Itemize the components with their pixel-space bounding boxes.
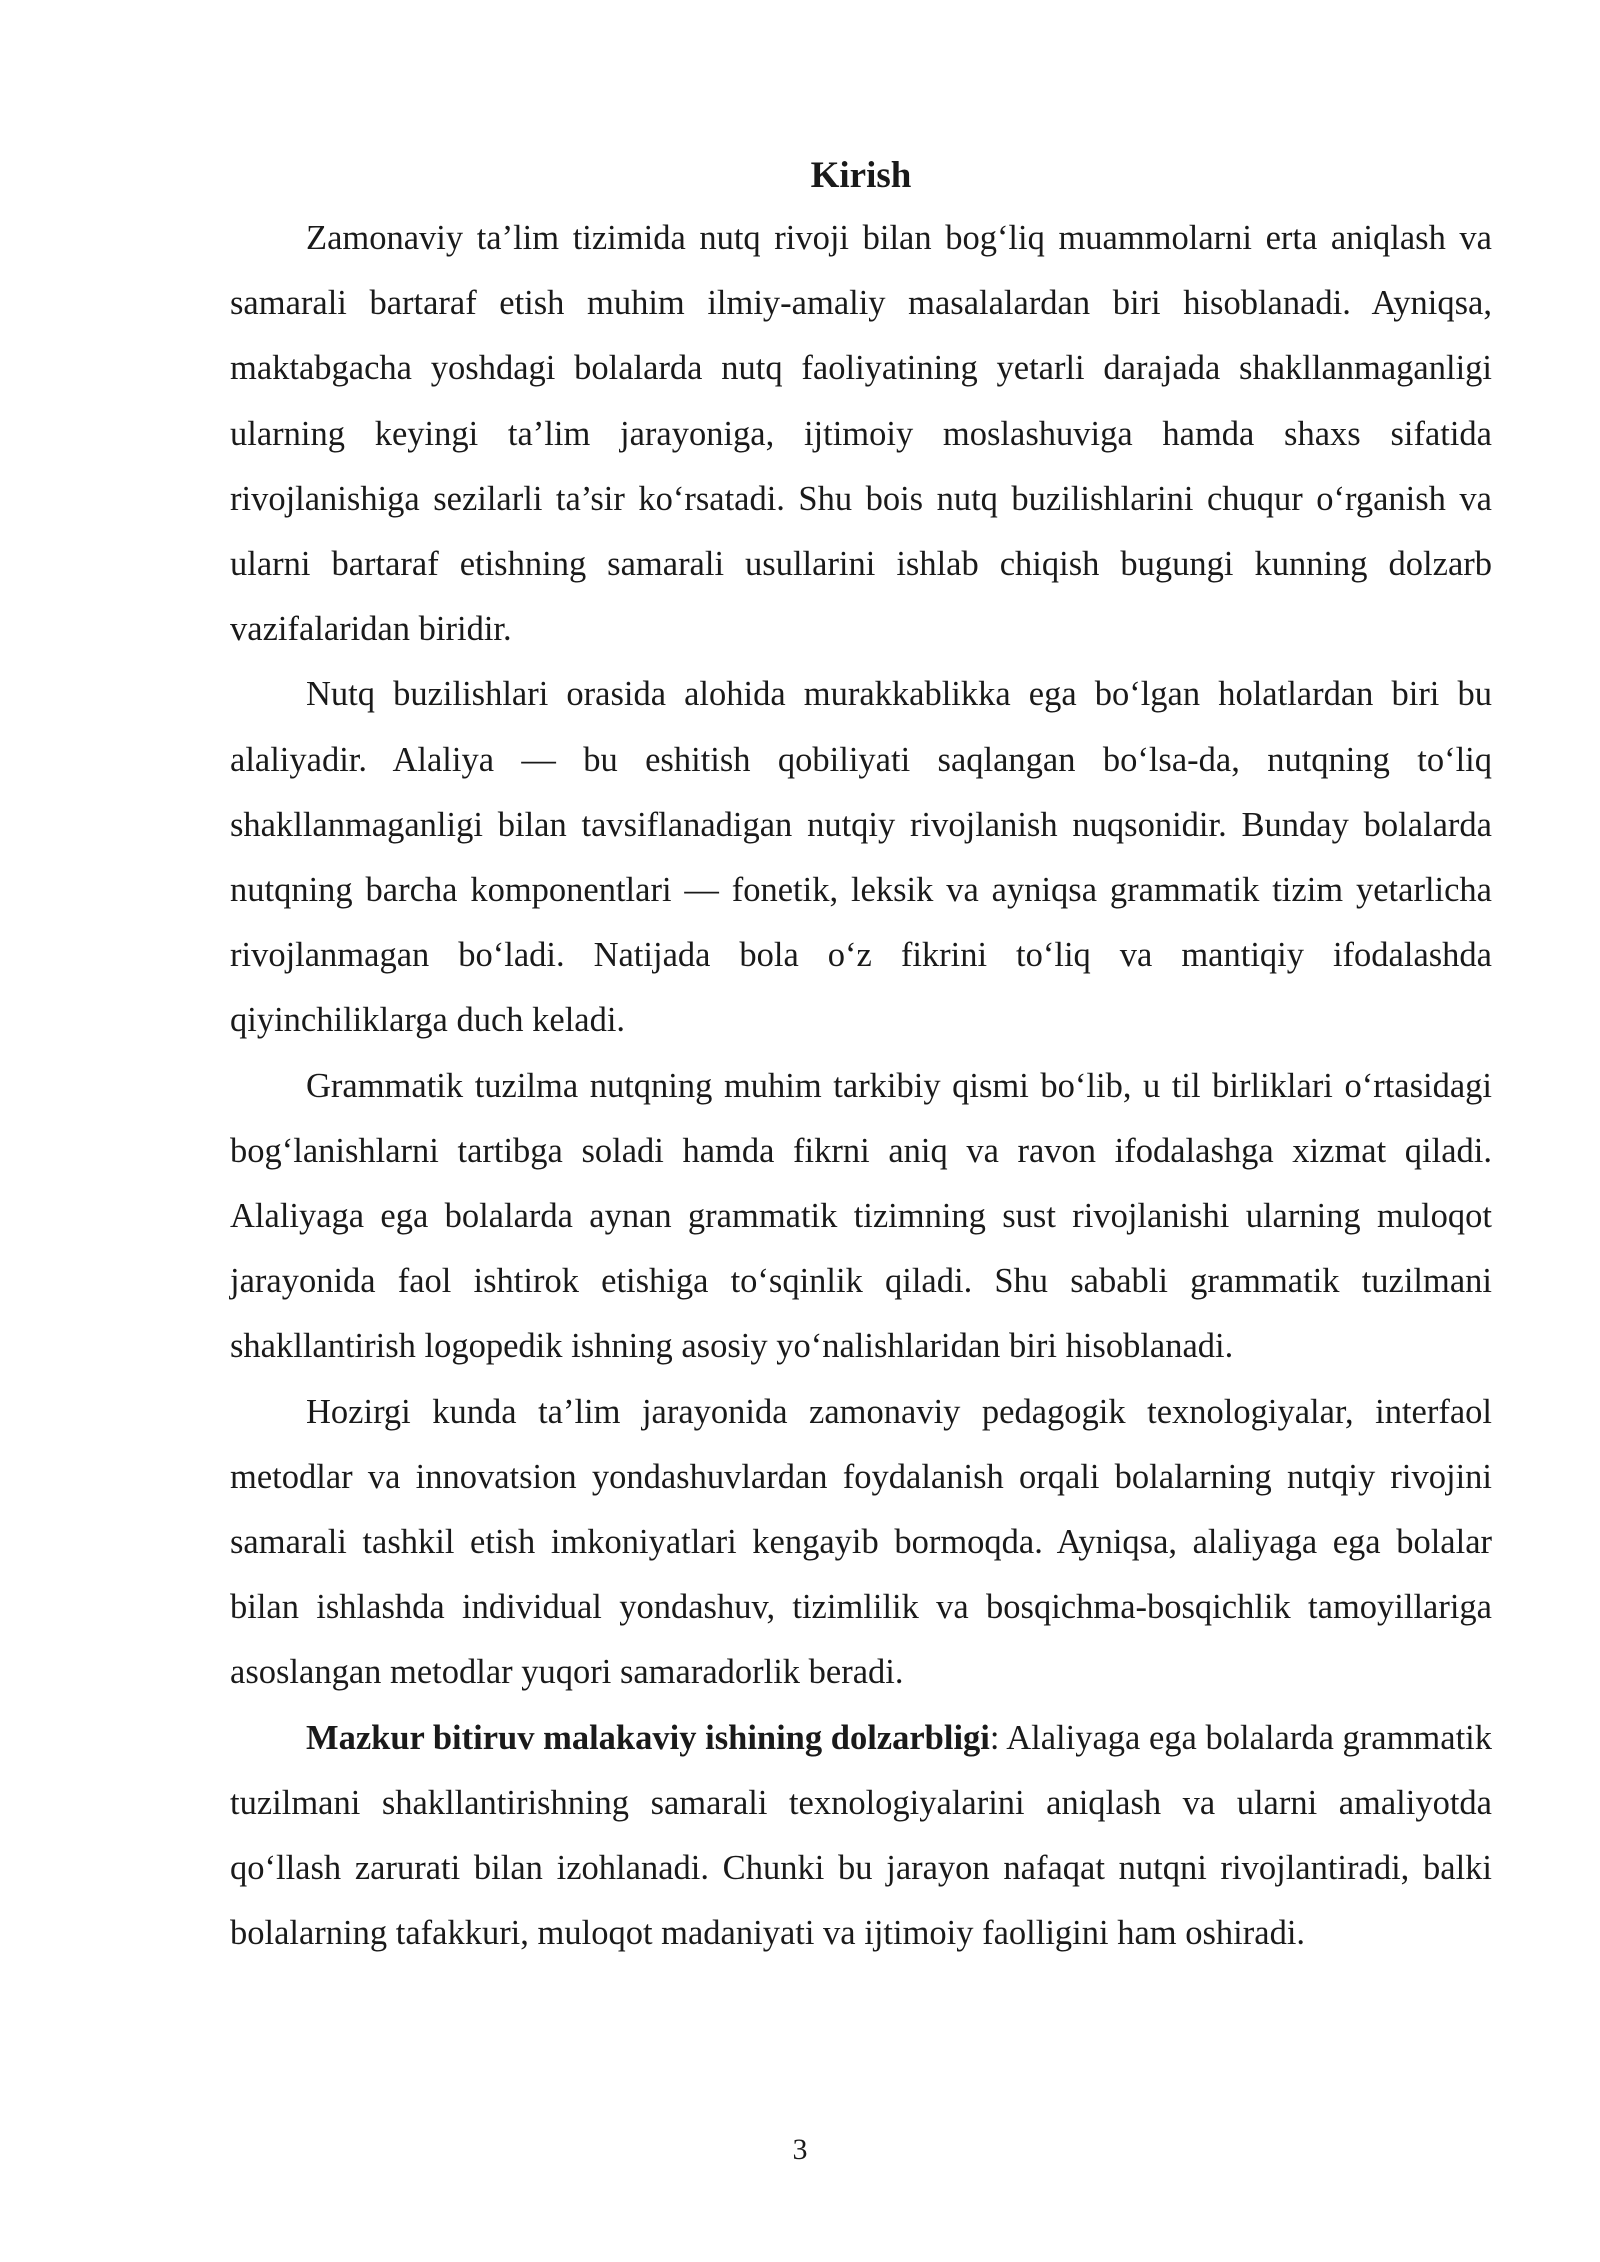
paragraph-2: Nutq buzilishlari orasida alohida murakkablikka ega bo‘lgan holatlardan biri bu alaliyadir. Alaliya — bu eshitish qobiliyati saqlangan bo‘lsa-da, nutqning to‘liq shakllanmaganligi bilan tavsiflanadigan nutqiy rivojlanish nuqsonidir. Bunday bolalarda nutqning barcha komponentlari — fonetik, leksik va ayniqsa grammatik tizim yetarlicha rivojlanmagan bo‘ladi. Natijada bola o‘z fikrini to‘liq va mantiqiy ifodalashda qiyinchiliklarga duch keladi. — [230, 675, 1492, 1040]
relevance-separator: : — [989, 1718, 1000, 1757]
page-content — [230, 150, 1492, 1966]
paragraph-1: Zamonaviy ta’lim tizimida nutq rivoji bilan bog‘liq muammolarni erta aniqlash va samarali bartaraf etish muhim ilmiy-amaliy masalalardan biri hisoblanadi. Ayniqsa, maktabgacha yoshdagi bolalarda nutq faoliyatining yetarli darajada shakllanmaganligi ularning keyingi ta’lim jarayoniga, ijtimoiy moslashuviga hamda shaxs sifatida rivojlanishiga sezilarli ta’sir ko‘rsatadi. Shu bois nutq buzilishlarini chuqur o‘rganish va ularni bartaraf etishning samarali usullarini ishlab chiqish bugungi kunning dolzarb vazifalaridan biridir. — [230, 219, 1492, 649]
paragraph-3: Grammatik tuzilma nutqning muhim tarkibiy qismi bo‘lib, u til birliklari o‘rtasidagi bog‘lanishlarni tartibga soladi hamda fikrni aniq va ravon ifodalashga xizmat qiladi. Alaliyaga ega bolalarda aynan grammatik tizimning sust rivojlanishi ularning muloqot jarayonida faol ishtirok etishiga to‘sqinlik qiladi. Shu sababli grammatik tuzilmani shakllantirish logopedik ishning asosiy yo‘nalishlaridan biri hisoblanadi. — [230, 1066, 1492, 1366]
relevance-text: Alaliyaga ega bolalarda grammatik tuzilmani shakllantirishning samarali texnologiyalarini aniqlash va ularni amaliyotda qo‘llash zarurati bilan izohlanadi. Chunki bu jarayon nafaqat nutqni rivojlantiradi, balki bolalarning tafakkuri, muloqot madaniyati va ijtimoiy faolligini ham oshiradi. — [230, 1718, 1493, 1953]
section-title: Kirish — [810, 155, 912, 196]
page-number: 3 — [792, 2133, 808, 2166]
paragraph-4: Hozirgi kunda ta’lim jarayonida zamonaviy pedagogik texnologiyalar, interfaol metodlar va innovatsion yondashuvlardan foydalanish orqali bolalarning nutqiy rivojini samarali tashkil etish imkoniyatlari kengayib bormoqda. Ayniqsa, alaliyaga ega bolalar bilan ishlashda individual yondashuv, tizimlilik va bosqichma-bosqichlik tamoyillariga asoslangan metodlar yuqori samaradorlik beradi. — [230, 1392, 1492, 1692]
paragraph-relevance — [230, 1706, 1492, 1967]
relevance-label: Mazkur bitiruv malakaviy ishining dolzarbligi — [306, 1718, 990, 1757]
